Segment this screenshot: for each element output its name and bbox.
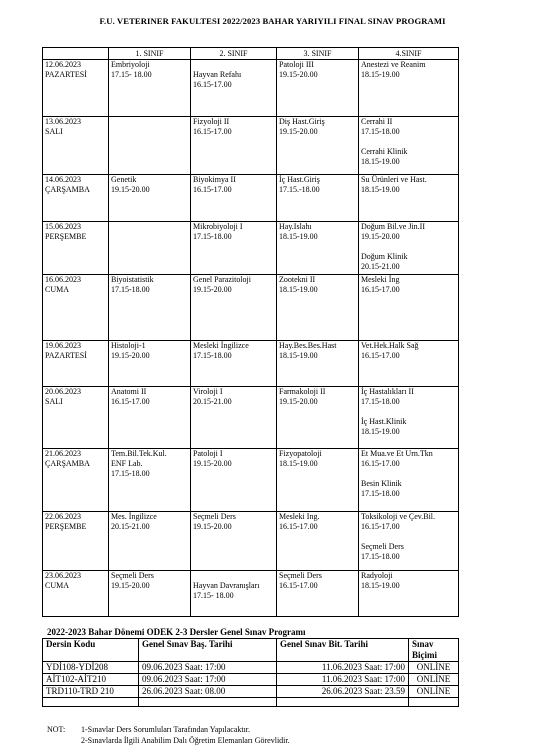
exam-line: Seçmeli Ders: [279, 571, 322, 580]
schedule-exam-cell: [359, 275, 459, 341]
exam-line: [193, 60, 274, 70]
odek-end: 11.06.2023 Saat: 17:00: [277, 674, 409, 686]
exam-line: 17.15- 18.00: [193, 591, 234, 600]
exam-line: İç Hastalıkları II: [361, 387, 414, 396]
exam-line: 18.15-19.00: [279, 232, 318, 241]
schedule-exam-cell: [359, 222, 459, 275]
schedule-date-cell: [43, 512, 109, 571]
exam-line: 18.15-19.00: [279, 351, 318, 360]
exam-line: Vet.Hek.Halk Sağ: [361, 341, 419, 350]
exam-line: Hay.Islahı: [279, 222, 312, 231]
odek-format: [409, 698, 459, 707]
schedule-exam-cell: [109, 117, 191, 175]
exam-line: [361, 532, 456, 542]
schedule-exam-cell: [191, 449, 277, 512]
exam-line: 19.15-20.00: [279, 127, 318, 136]
exam-line: Farmakoloji II: [279, 387, 326, 396]
schedule-exam-cell: [191, 60, 277, 117]
exam-line: 17.15-18.00: [361, 127, 400, 136]
note-item: 1-Sınavlar Ders Sorumluları Tarafından Yapılacaktır.: [81, 725, 251, 734]
exam-date: 12.06.2023: [45, 60, 81, 69]
exam-line: 17.15-18.00: [111, 285, 150, 294]
schedule-exam-cell: [277, 222, 359, 275]
exam-line: 16.15-17.00: [279, 522, 318, 531]
odek-start: 26.06.2023 Saat: 08.00: [139, 686, 277, 698]
schedule-exam-cell: [277, 387, 359, 449]
exam-date: 20.06.2023: [45, 387, 81, 396]
schedule-row: [43, 387, 459, 449]
exam-date: 19.06.2023: [45, 341, 81, 350]
schedule-exam-cell: [109, 275, 191, 341]
exam-line: Patoloji I: [193, 449, 223, 458]
schedule-exam-cell: [191, 222, 277, 275]
exam-date: 21.06.2023: [45, 449, 81, 458]
schedule-date-cell: [43, 175, 109, 222]
exam-line: Su Ürünleri ve Hast.: [361, 175, 427, 184]
exam-line: Hay.Bes.Bes.Hast: [279, 341, 337, 350]
schedule-row: [43, 222, 459, 275]
schedule-exam-cell: [191, 512, 277, 571]
exam-line: 18.15-19.00: [361, 70, 400, 79]
exam-line: [361, 469, 456, 479]
exam-line: Toksikoloji ve Çev.Bil.: [361, 512, 436, 521]
exam-day: PAZARTESİ: [45, 351, 87, 360]
exam-line: 16.15-17.00: [361, 522, 400, 531]
exam-line: Mes. İngilizce: [111, 512, 157, 521]
exam-line: İç Hast.Giriş: [279, 175, 320, 184]
exam-line: 17.15-18.00: [193, 351, 232, 360]
exam-line: [193, 571, 274, 581]
odek-header-end: Genel Sınav Bit. Tarihi: [277, 639, 409, 662]
exam-line: Fizyoloji II: [193, 117, 230, 126]
odek-code: TRD110-TRD 210: [43, 686, 139, 698]
exam-line: Seçmeli Ders: [361, 542, 404, 551]
odek-end: 11.06.2023 Saat: 17:00: [277, 662, 409, 674]
schedule-exam-cell: [277, 449, 359, 512]
schedule-date-cell: [43, 341, 109, 387]
exam-date: 16.06.2023: [45, 275, 81, 284]
exam-line: 18.15-19.00: [361, 157, 400, 166]
schedule-date-cell: [43, 275, 109, 341]
odek-code: AİT102-AİT210: [43, 674, 139, 686]
exam-line: Doğum Bil.ve Jin.II: [361, 222, 425, 231]
exam-line: Fizyopatoloji: [279, 449, 322, 458]
schedule-exam-cell: [359, 449, 459, 512]
exam-line: Hayvan Refahı: [193, 70, 242, 79]
odek-format: ONLİNE: [409, 674, 459, 686]
exam-line: [361, 407, 456, 417]
exam-line: 18.15-19.00: [279, 459, 318, 468]
exam-line: Besin Klinik: [361, 479, 402, 488]
odek-code: YDİ108-YDİ208: [43, 662, 139, 674]
schedule-row: [43, 275, 459, 341]
schedule-exam-cell: [109, 222, 191, 275]
odek-start: 09.06.2023 Saat: 17:00: [139, 662, 277, 674]
exam-line: 17.15-18.00: [361, 552, 400, 561]
odek-row: [43, 686, 459, 698]
header-class-4: 4.SINIF: [359, 48, 459, 60]
exam-day: ÇARŞAMBA: [45, 185, 90, 194]
exam-date: 23.06.2023: [45, 571, 81, 580]
exam-line: Et Mua.ve Et Urn.Tkn: [361, 449, 433, 458]
odek-code: [43, 698, 139, 707]
exam-line: Diş Hast.Giriş: [279, 117, 325, 126]
schedule-exam-cell: [191, 117, 277, 175]
schedule-exam-cell: [109, 175, 191, 222]
schedule-exam-cell: [359, 117, 459, 175]
schedule-row: [43, 341, 459, 387]
exam-line: Patoloji III: [279, 60, 314, 69]
header-class-1: 1. SINIF: [109, 48, 191, 60]
schedule-exam-cell: [109, 512, 191, 571]
schedule-exam-cell: [277, 60, 359, 117]
odek-header-format: [409, 639, 459, 662]
exam-line: Anatomi II: [111, 387, 147, 396]
exam-line: Biyokimya II: [193, 175, 236, 184]
exam-line: [361, 242, 456, 252]
exam-line: İç Hast.Klinik: [361, 417, 407, 426]
schedule-row: [43, 117, 459, 175]
exam-line: 16.15-17.00: [111, 397, 150, 406]
header-class-3: 3. SINIF: [277, 48, 359, 60]
schedule-date-cell: [43, 449, 109, 512]
schedule-exam-cell: [359, 571, 459, 617]
exam-line: Radyoloji: [361, 571, 393, 580]
exam-line: Genetik: [111, 175, 137, 184]
schedule-exam-cell: [191, 175, 277, 222]
exam-line: 17.15-18.00: [361, 489, 400, 498]
exam-date: 15.06.2023: [45, 222, 81, 231]
exam-line: Viroloji I: [193, 387, 223, 396]
odek-header-start: Genel Sınav Baş. Tarihi: [139, 639, 277, 662]
schedule-date-cell: [43, 60, 109, 117]
exam-line: Zootekni II: [279, 275, 316, 284]
exam-line: 17.15.-18.00: [279, 185, 320, 194]
exam-date: 22.06.2023: [45, 512, 81, 521]
schedule-date-cell: [43, 222, 109, 275]
exam-line: 19.15-20.00: [361, 232, 400, 241]
exam-day: SALI: [45, 397, 63, 406]
odek-row: [43, 674, 459, 686]
odek-start: [139, 698, 277, 707]
exam-day: SALI: [45, 127, 63, 136]
exam-line: Cerrahi II: [361, 117, 393, 126]
odek-end: 26.06.2023 Saat: 23.59: [277, 686, 409, 698]
odek-header-format-2: Biçimi: [412, 650, 437, 660]
schedule-exam-cell: [359, 175, 459, 222]
exam-line: 19.15-20.00: [279, 70, 318, 79]
schedule-exam-cell: [277, 275, 359, 341]
odek-table: [42, 638, 459, 707]
exam-line: [361, 137, 456, 147]
exam-line: Mikrobiyoloji I: [193, 222, 243, 231]
exam-day: PERŞEMBE: [45, 522, 87, 531]
schedule-date-cell: [43, 387, 109, 449]
odek-header-format-1: Sınav: [412, 639, 434, 649]
schedule-row: [43, 175, 459, 222]
exam-line: 17.15-18.00: [111, 469, 150, 478]
schedule-exam-cell: [109, 387, 191, 449]
header-class-2: 2. SINIF: [191, 48, 277, 60]
exam-line: 19.15-20.00: [279, 397, 318, 406]
odek-start: 09.06.2023 Saat: 17:00: [139, 674, 277, 686]
exam-line: 16.15-17.00: [193, 80, 232, 89]
exam-line: 19.15-20.00: [193, 285, 232, 294]
exam-line: 16.15-17.00: [279, 581, 318, 590]
exam-line: 16.15-17.00: [361, 459, 400, 468]
schedule-exam-cell: [191, 275, 277, 341]
exam-line: 20.15-21.00: [111, 522, 150, 531]
exam-line: 19.15-20.00: [111, 351, 150, 360]
schedule-exam-cell: [359, 341, 459, 387]
odek-title: 2022-2023 Bahar Dönemi ODEK 2-3 Dersler Genel Sınav Programı: [47, 627, 306, 637]
odek-header-row: [43, 639, 459, 662]
schedule-row: [43, 449, 459, 512]
exam-day: ÇARŞAMBA: [45, 459, 90, 468]
exam-line: Hayvan Davranışları: [193, 581, 260, 590]
exam-date: 13.06.2023: [45, 117, 81, 126]
schedule-exam-cell: [109, 571, 191, 617]
schedule-exam-cell: [109, 60, 191, 117]
schedule-exam-cell: [359, 60, 459, 117]
exam-line: Mesleki Ing.: [279, 512, 320, 521]
schedule-date-cell: [43, 117, 109, 175]
exam-line: Mesleki İng: [361, 275, 400, 284]
exam-day: PAZARTESİ: [45, 70, 87, 79]
exam-line: 19.15-20.00: [111, 185, 150, 194]
schedule-exam-cell: [109, 341, 191, 387]
exam-line: Genel Parazitoloji: [193, 275, 251, 284]
exam-line: 18.15-19.00: [361, 427, 400, 436]
exam-day: PERŞEMBE: [45, 232, 87, 241]
exam-line: Seçmeli Ders: [193, 512, 236, 521]
exam-line: 16.15-17.00: [193, 127, 232, 136]
odek-end: [277, 698, 409, 707]
schedule-header-row: [43, 48, 459, 60]
schedule-exam-cell: [277, 117, 359, 175]
exam-line: 16.15-17.00: [193, 185, 232, 194]
schedule-exam-cell: [277, 341, 359, 387]
exam-schedule-table: [42, 47, 459, 617]
exam-line: 17.15-18.00: [361, 397, 400, 406]
schedule-row: [43, 60, 459, 117]
exam-line: 16.15-17.00: [361, 351, 400, 360]
exam-line: 20.15-21.00: [193, 397, 232, 406]
schedule-exam-cell: [191, 387, 277, 449]
schedule-date-cell: [43, 571, 109, 617]
exam-line: Doğum Klinik: [361, 252, 408, 261]
exam-line: Embriyoloji: [111, 60, 150, 69]
exam-line: Cerrahi Klinik: [361, 147, 408, 156]
exam-day: CUMA: [45, 581, 70, 590]
odek-format: ONLİNE: [409, 686, 459, 698]
exam-line: Mesleki İngilizce: [193, 341, 249, 350]
exam-line: 17.15-18.00: [193, 232, 232, 241]
exam-line: 19.15-20.00: [111, 581, 150, 590]
schedule-exam-cell: [191, 341, 277, 387]
schedule-row: [43, 571, 459, 617]
schedule-exam-cell: [359, 387, 459, 449]
note-label: NOT:: [47, 725, 66, 734]
odek-row: [43, 698, 459, 707]
schedule-exam-cell: [277, 175, 359, 222]
header-date: [43, 48, 109, 60]
exam-date: 14.06.2023: [45, 175, 81, 184]
exam-line: Anestezi ve Reanim: [361, 60, 426, 69]
exam-line: 18.15-19.00: [361, 185, 400, 194]
schedule-exam-cell: [277, 571, 359, 617]
schedule-row: [43, 512, 459, 571]
exam-line: 19.15-20.00: [193, 522, 232, 531]
exam-line: Seçmeli Ders: [111, 571, 154, 580]
odek-row: [43, 662, 459, 674]
exam-line: 18.15-19.00: [361, 581, 400, 590]
exam-line: Tem.Bil.Tek.Kul.: [111, 449, 167, 458]
odek-header-code: Dersin Kodu: [43, 639, 139, 662]
schedule-exam-cell: [191, 571, 277, 617]
exam-line: 16.15-17.00: [361, 285, 400, 294]
exam-line: ENF Lab.: [111, 459, 143, 468]
exam-line: 17.15- 18.00: [111, 70, 152, 79]
schedule-exam-cell: [359, 512, 459, 571]
exam-line: 19.15-20.00: [193, 459, 232, 468]
schedule-exam-cell: [277, 512, 359, 571]
exam-line: 18.15-19.00: [279, 285, 318, 294]
exam-day: CUMA: [45, 285, 70, 294]
exam-line: Biyoistatistik: [111, 275, 154, 284]
exam-line: 20.15-21.00: [361, 262, 400, 271]
note-item: 2-Sınavlarda İlgili Anabilim Dalı Öğretim Elemanları Görevlidir.: [81, 736, 290, 745]
schedule-exam-cell: [109, 449, 191, 512]
odek-format: ONLİNE: [409, 662, 459, 674]
page-title: F.U. VETERINER FAKULTESI 2022/2023 BAHAR YARIYILI FINAL SINAV PROGRAMI: [99, 16, 446, 26]
exam-line: Histoloji-1: [111, 341, 146, 350]
